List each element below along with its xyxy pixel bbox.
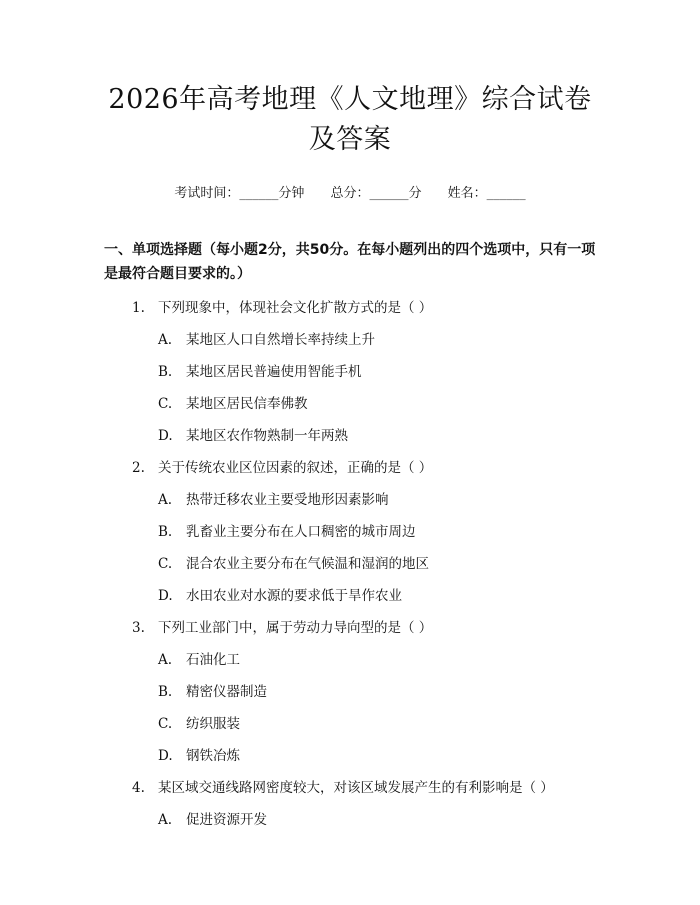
option-letter: C. — [158, 716, 173, 732]
option-text: 纺织服装 — [186, 716, 240, 732]
exam-info-line — [104, 184, 596, 204]
option-letter: C. — [158, 556, 173, 572]
option-text: 石油化工 — [186, 652, 240, 668]
question-block — [104, 778, 596, 830]
question-text: 下列工业部门中，属于劳动力导向型的是（ ） — [158, 620, 433, 636]
option-letter: A. — [158, 332, 173, 348]
option-item — [104, 586, 596, 606]
option-list — [104, 490, 596, 606]
question-text: 下列现象中，体现社会文化扩散方式的是（ ） — [158, 300, 433, 316]
question-number: 3. — [132, 620, 145, 636]
option-list — [104, 650, 596, 766]
option-list — [104, 810, 596, 830]
option-item — [104, 746, 596, 766]
question-stem — [104, 618, 596, 638]
option-text: 某地区农作物熟制一年两熟 — [186, 428, 348, 444]
option-item — [104, 650, 596, 670]
question-block — [104, 458, 596, 606]
option-text: 精密仪器制造 — [186, 684, 267, 700]
question-number: 2. — [132, 460, 145, 476]
option-letter: D. — [158, 588, 173, 604]
option-item — [104, 522, 596, 542]
option-text: 混合农业主要分布在气候温和湿润的地区 — [186, 556, 429, 572]
option-letter: D. — [158, 748, 173, 764]
option-letter: D. — [158, 428, 173, 444]
question-list — [104, 298, 596, 830]
option-text: 某地区居民普遍使用智能手机 — [186, 364, 362, 380]
option-item — [104, 426, 596, 446]
option-item — [104, 490, 596, 510]
question-number: 1. — [132, 300, 145, 316]
option-text: 某地区居民信奉佛教 — [186, 396, 308, 412]
question-stem — [104, 778, 596, 798]
exam-time-field: 考试时间：______分钟 — [174, 186, 305, 201]
option-letter: B. — [158, 684, 173, 700]
option-list — [104, 330, 596, 446]
option-item — [104, 394, 596, 414]
option-item — [104, 362, 596, 382]
option-letter: A. — [158, 652, 173, 668]
option-text: 乳畜业主要分布在人口稠密的城市周边 — [186, 524, 416, 540]
exam-title: 2026年高考地理《人文地理》综合试卷及答案 — [108, 84, 592, 155]
question-number: 4. — [132, 780, 145, 796]
option-text: 某地区人口自然增长率持续上升 — [186, 332, 375, 348]
option-text: 促进资源开发 — [186, 812, 267, 828]
option-item — [104, 714, 596, 734]
option-letter: B. — [158, 364, 173, 380]
question-stem — [104, 458, 596, 478]
question-stem — [104, 298, 596, 318]
section-heading: 一、单项选择题（每小题2分，共50分。在每小题列出的四个选项中，只有一项是最符合题目要求的。） — [104, 242, 596, 282]
total-score-field: 总分：______分 — [330, 186, 422, 201]
option-text: 钢铁冶炼 — [186, 748, 240, 764]
option-letter: B. — [158, 524, 173, 540]
option-text: 热带迁移农业主要受地形因素影响 — [186, 492, 389, 508]
option-letter: C. — [158, 396, 173, 412]
question-text: 某区域交通线路网密度较大，对该区域发展产生的有利影响是（ ） — [158, 780, 554, 796]
option-letter: A. — [158, 492, 173, 508]
question-block — [104, 618, 596, 766]
option-letter: A. — [158, 812, 173, 828]
option-item — [104, 682, 596, 702]
option-item — [104, 554, 596, 574]
question-text: 关于传统农业区位因素的叙述，正确的是（ ） — [158, 460, 433, 476]
option-item — [104, 330, 596, 350]
option-text: 水田农业对水源的要求低于旱作农业 — [186, 588, 402, 604]
student-name-field: 姓名：______ — [447, 186, 526, 201]
option-item — [104, 810, 596, 830]
question-block — [104, 298, 596, 446]
